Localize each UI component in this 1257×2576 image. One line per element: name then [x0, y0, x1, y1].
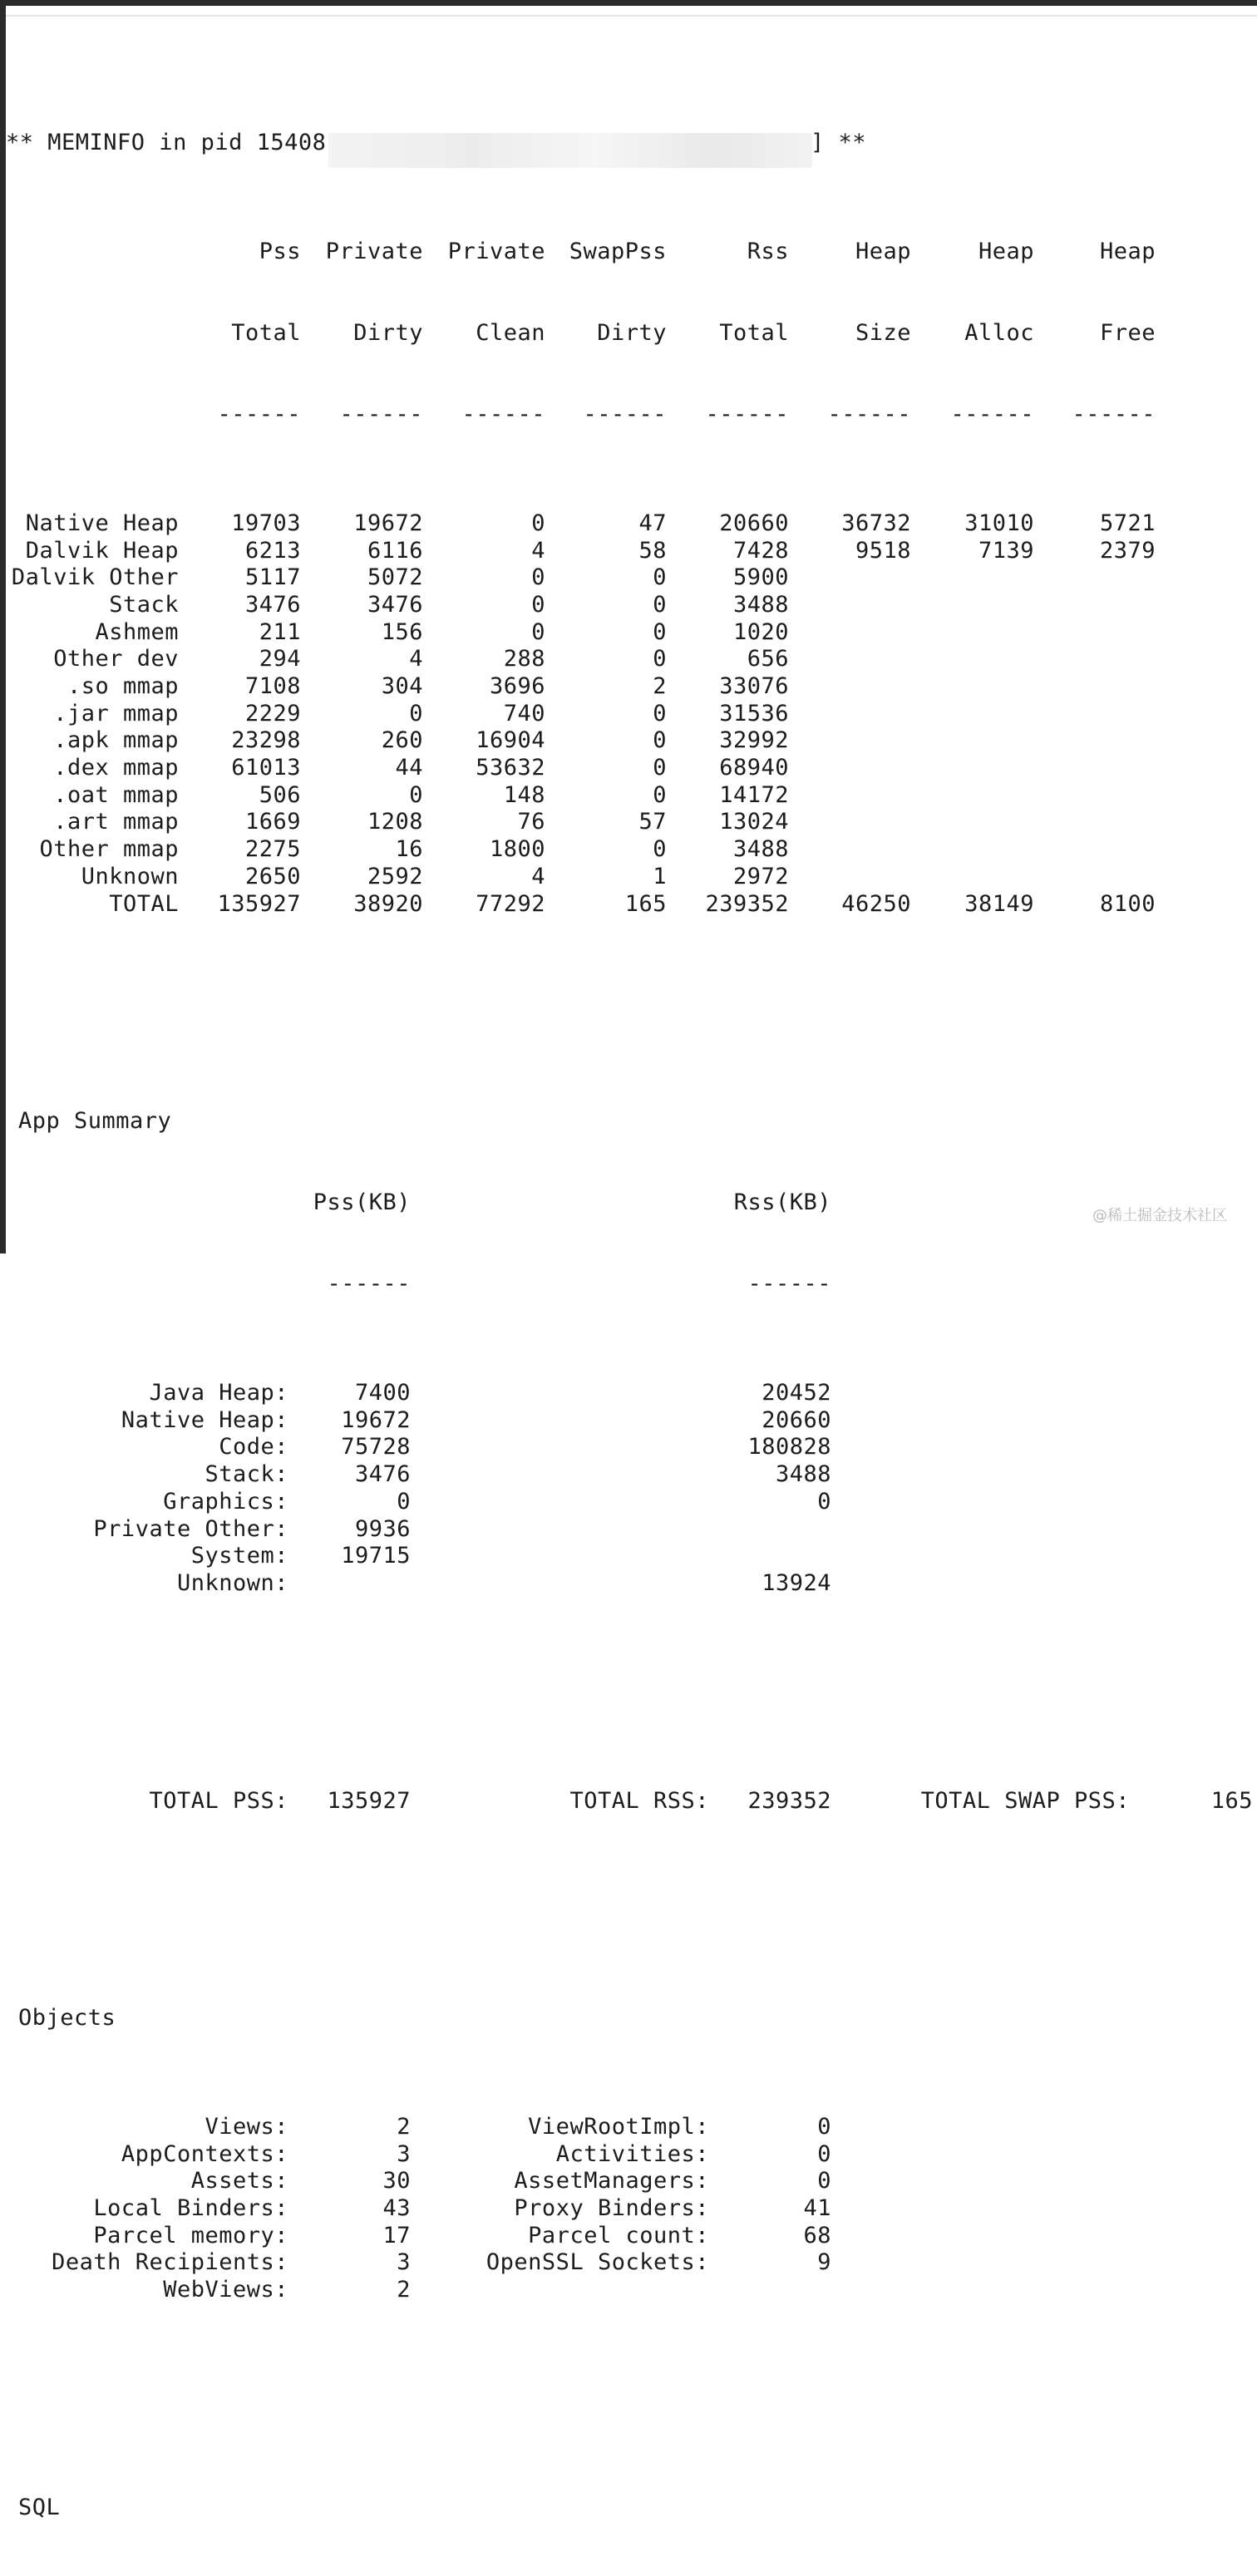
meminfo-cell: 260 — [381, 727, 423, 754]
meminfo-cell: 2650 — [244, 863, 301, 889]
column-divider: ------ — [705, 401, 789, 428]
object-count: 30 — [382, 2168, 411, 2194]
meminfo-cell: 19703 — [231, 510, 301, 536]
meminfo-cell: 2229 — [244, 700, 301, 727]
meminfo-row — [6, 619, 1257, 647]
app-summary-row — [6, 1570, 1257, 1598]
column-header: Alloc — [964, 320, 1034, 346]
meminfo-cell: 58 — [638, 537, 667, 564]
app-summary-rss: 20660 — [762, 1406, 831, 1433]
objects-heading-line — [6, 2005, 1257, 2032]
objects-title: Objects — [18, 2005, 116, 2032]
object-label: Assets: — [190, 2168, 288, 2194]
objects-row — [6, 2195, 1257, 2223]
object-label: AssetManagers: — [514, 2168, 709, 2194]
meminfo-row — [6, 646, 1257, 673]
column-header: Free — [1099, 320, 1156, 346]
header-divider — [6, 15, 1257, 17]
app-summary-row — [6, 1434, 1257, 1461]
column-header: Dirty — [353, 320, 423, 346]
meminfo-cell: 288 — [503, 646, 545, 672]
meminfo-cell: 23298 — [231, 727, 301, 754]
meminfo-cell: 3476 — [244, 591, 301, 618]
meminfo-cell: 68940 — [719, 755, 789, 781]
total-pss-value: 135927 — [327, 1787, 411, 1814]
meminfo-row-label: Other dev — [53, 646, 179, 672]
column-header: Heap — [1099, 238, 1156, 264]
column-divider: ------ — [339, 401, 423, 428]
meminfo-row — [6, 891, 1257, 919]
meminfo-cell: 1800 — [489, 836, 545, 863]
meminfo-row-label: .jar mmap — [53, 700, 179, 727]
meminfo-cell: 9518 — [855, 537, 911, 564]
object-label: Parcel memory: — [93, 2222, 288, 2248]
app-summary-pss: 19672 — [341, 1406, 411, 1433]
column-header: Rss — [747, 238, 789, 264]
meminfo-cell: 148 — [503, 781, 545, 808]
meminfo-cell: 16 — [395, 836, 423, 863]
window-top-border — [0, 0, 1257, 6]
column-header: Dirty — [597, 320, 667, 346]
meminfo-cell: 1669 — [244, 809, 301, 835]
object-label: ViewRootImpl: — [528, 2113, 709, 2140]
meminfo-cell: 165 — [624, 890, 667, 917]
pss-kb-header: Pss(KB) — [313, 1189, 411, 1216]
column-header-dividers — [6, 401, 1257, 429]
meminfo-cell: 1 — [653, 863, 667, 889]
meminfo-cell: 0 — [409, 700, 423, 727]
meminfo-row — [6, 673, 1257, 701]
meminfo-cell: 3696 — [489, 673, 545, 700]
meminfo-cell: 0 — [531, 564, 545, 591]
meminfo-cell: 0 — [653, 700, 667, 727]
object-label: AppContexts: — [121, 2140, 288, 2167]
total-swap-pss-label: TOTAL SWAP PSS: — [920, 1787, 1130, 1814]
object-count: 3 — [397, 2140, 411, 2167]
meminfo-row — [6, 538, 1257, 565]
meminfo-cell: 5721 — [1099, 510, 1156, 536]
meminfo-cell: 135927 — [217, 890, 301, 917]
object-label: WebViews: — [163, 2277, 288, 2303]
app-summary-row — [6, 1543, 1257, 1570]
meminfo-row — [6, 864, 1257, 891]
column-headers-top — [6, 239, 1257, 266]
meminfo-cell: 14172 — [719, 781, 789, 808]
app-summary-label: Graphics: — [163, 1488, 288, 1515]
meminfo-cell: 1208 — [367, 809, 423, 835]
meminfo-row — [6, 727, 1257, 755]
meminfo-cell: 46250 — [841, 890, 911, 917]
object-label: Activities: — [555, 2140, 709, 2167]
meminfo-row-label: Unknown — [81, 863, 179, 889]
meminfo-cell: 7108 — [244, 673, 301, 700]
meminfo-row-label: Dalvik Heap — [25, 537, 179, 564]
app-summary-dividers — [6, 1271, 1257, 1298]
column-header: Total — [719, 320, 789, 346]
column-header: Size — [855, 320, 911, 346]
meminfo-cell: 0 — [653, 618, 667, 645]
app-summary-label: Native Heap: — [121, 1406, 288, 1433]
window-left-border — [0, 0, 6, 1254]
objects-row — [6, 2249, 1257, 2277]
meminfo-cell: 19672 — [353, 510, 423, 536]
meminfo-cell: 156 — [381, 618, 423, 645]
meminfo-cell: 0 — [653, 836, 667, 863]
meminfo-cell: 2592 — [367, 863, 423, 889]
meminfo-cell: 0 — [531, 591, 545, 618]
meminfo-cell: 2379 — [1099, 537, 1156, 564]
meminfo-cell: 61013 — [231, 755, 301, 781]
meminfo-cell: 2275 — [244, 836, 301, 863]
meminfo-cell: 13024 — [719, 809, 789, 835]
meminfo-row-label: Stack — [109, 591, 179, 618]
meminfo-cell: 53632 — [476, 755, 545, 781]
objects-row — [6, 2277, 1257, 2304]
meminfo-row-label: .art mmap — [53, 809, 179, 835]
app-summary-rss: 180828 — [747, 1434, 831, 1460]
rss-kb-header: Rss(KB) — [733, 1189, 831, 1216]
meminfo-cell: 4 — [531, 863, 545, 889]
object-count: 0 — [817, 2168, 831, 2194]
meminfo-cell: 4 — [531, 537, 545, 564]
app-summary-pss: 0 — [397, 1488, 411, 1515]
meminfo-cell: 8100 — [1099, 890, 1156, 917]
app-summary-title: App Summary — [18, 1108, 172, 1135]
meminfo-header-line — [6, 130, 1257, 157]
object-count: 2 — [397, 2113, 411, 2140]
meminfo-cell: 3488 — [732, 591, 789, 618]
meminfo-cell: 294 — [259, 646, 301, 672]
meminfo-cell: 38920 — [353, 890, 423, 917]
meminfo-row — [6, 592, 1257, 619]
app-summary-label: Java Heap: — [149, 1380, 288, 1406]
meminfo-cell: 0 — [531, 618, 545, 645]
meminfo-row-label: Ashmem — [95, 618, 179, 645]
meminfo-cell: 4 — [409, 646, 423, 672]
app-summary-label: Unknown: — [176, 1569, 288, 1596]
meminfo-cell: 0 — [653, 781, 667, 808]
watermark: @稀土掘金技术社区 — [1092, 1207, 1227, 1224]
meminfo-cell: 38149 — [964, 890, 1034, 917]
meminfo-cell: 3476 — [367, 591, 423, 618]
app-summary-pss: 9936 — [354, 1515, 411, 1542]
total-rss-value: 239352 — [747, 1787, 831, 1814]
app-summary-table — [6, 1380, 1257, 1598]
meminfo-title-suffix: ] ** — [811, 130, 867, 156]
meminfo-row — [6, 510, 1257, 538]
meminfo-row — [6, 836, 1257, 864]
object-count: 17 — [382, 2222, 411, 2248]
app-summary-row — [6, 1461, 1257, 1489]
column-header: Total — [231, 320, 301, 346]
meminfo-cell: 33076 — [719, 673, 789, 700]
object-count: 68 — [803, 2222, 831, 2248]
meminfo-cell: 16904 — [476, 727, 545, 754]
app-summary-row — [6, 1380, 1257, 1407]
meminfo-cell: 0 — [409, 781, 423, 808]
column-header: Clean — [476, 320, 545, 346]
object-count: 2 — [397, 2277, 411, 2303]
total-rss-label: TOTAL RSS: — [569, 1787, 709, 1814]
meminfo-cell: 0 — [531, 510, 545, 536]
meminfo-cell: 47 — [638, 510, 667, 536]
column-header: Private — [325, 238, 423, 264]
meminfo-cell: 304 — [381, 673, 423, 700]
meminfo-row-label: .so mmap — [67, 673, 179, 700]
object-count: 9 — [817, 2249, 831, 2276]
meminfo-row — [6, 701, 1257, 728]
app-summary-label: Private Other: — [93, 1515, 288, 1542]
column-headers-bottom — [6, 320, 1257, 347]
rss-divider: ------ — [747, 1271, 831, 1298]
meminfo-cell: 44 — [395, 755, 423, 781]
object-count: 0 — [817, 2140, 831, 2167]
meminfo-row — [6, 782, 1257, 810]
total-pss-label: TOTAL PSS: — [149, 1787, 288, 1814]
object-label: Views: — [205, 2113, 288, 2140]
object-count: 41 — [803, 2194, 831, 2221]
meminfo-cell: 6116 — [367, 537, 423, 564]
meminfo-row-label: .dex mmap — [53, 755, 179, 781]
column-header: SwapPss — [569, 238, 667, 264]
column-divider: ------ — [217, 401, 301, 428]
meminfo-cell: 31536 — [719, 700, 789, 727]
app-summary-row — [6, 1489, 1257, 1516]
column-header: Heap — [978, 238, 1034, 264]
app-summary-pss: 3476 — [354, 1461, 411, 1488]
meminfo-cell: 6213 — [244, 537, 301, 564]
meminfo-cell: 5072 — [367, 564, 423, 591]
column-divider: ------ — [1072, 401, 1156, 428]
objects-table — [6, 2114, 1257, 2304]
app-summary-rss: 0 — [817, 1488, 831, 1515]
object-count: 43 — [382, 2194, 411, 2221]
sql-heading-line — [6, 2495, 1257, 2522]
meminfo-cell: 211 — [259, 618, 301, 645]
app-summary-rss: 13924 — [762, 1569, 831, 1596]
redacted-package-name — [328, 133, 812, 168]
meminfo-cell: 7139 — [978, 537, 1034, 564]
meminfo-cell: 0 — [653, 727, 667, 754]
object-label: Parcel count: — [528, 2222, 709, 2248]
object-count: 0 — [817, 2113, 831, 2140]
column-divider: ------ — [950, 401, 1034, 428]
column-divider: ------ — [583, 401, 667, 428]
meminfo-title: ** MEMINFO in pid 15408 — [6, 130, 327, 156]
objects-row — [6, 2223, 1257, 2250]
meminfo-cell: 0 — [653, 591, 667, 618]
blank-line — [6, 1679, 1257, 1707]
app-summary-label: Stack: — [205, 1461, 288, 1488]
meminfo-cell: 5117 — [244, 564, 301, 591]
column-header: Heap — [855, 238, 911, 264]
app-summary-pss: 19715 — [341, 1543, 411, 1569]
objects-row — [6, 2141, 1257, 2169]
meminfo-table — [6, 510, 1257, 918]
meminfo-cell: 31010 — [964, 510, 1034, 536]
object-label: Death Recipients: — [52, 2249, 288, 2276]
total-swap-pss-value: 165 — [1210, 1787, 1253, 1814]
object-count: 3 — [397, 2249, 411, 2276]
app-summary-rss: 3488 — [775, 1461, 831, 1488]
app-summary-column-headers — [6, 1189, 1257, 1217]
meminfo-row-label: .apk mmap — [53, 727, 179, 754]
meminfo-row — [6, 564, 1257, 592]
meminfo-cell: 2 — [653, 673, 667, 700]
meminfo-cell: 0 — [653, 646, 667, 672]
meminfo-cell: 20660 — [719, 510, 789, 536]
pss-divider: ------ — [327, 1271, 411, 1298]
meminfo-cell: 5900 — [732, 564, 789, 591]
meminfo-cell: 36732 — [841, 510, 911, 536]
meminfo-cell: 1020 — [732, 618, 789, 645]
meminfo-cell: 57 — [638, 809, 667, 835]
blank-line — [6, 999, 1257, 1027]
sql-title: SQL — [18, 2494, 61, 2520]
meminfo-row-label: TOTAL — [109, 890, 179, 917]
terminal-output[interactable] — [6, 48, 1257, 2520]
meminfo-cell: 0 — [653, 564, 667, 591]
column-divider: ------ — [827, 401, 911, 428]
app-summary-label: Code: — [219, 1434, 288, 1460]
app-summary-label: System: — [190, 1543, 288, 1569]
column-header: Pss — [259, 238, 301, 264]
meminfo-row — [6, 755, 1257, 782]
objects-row — [6, 2114, 1257, 2141]
meminfo-row — [6, 809, 1257, 836]
app-summary-rss: 20452 — [762, 1380, 831, 1406]
meminfo-cell: 656 — [747, 646, 789, 672]
meminfo-cell: 76 — [517, 809, 545, 835]
meminfo-cell: 32992 — [719, 727, 789, 754]
meminfo-row-label: Dalvik Other — [11, 564, 179, 591]
meminfo-row-label: Native Heap — [25, 510, 179, 536]
meminfo-cell: 0 — [653, 755, 667, 781]
blank-line — [6, 2386, 1257, 2413]
meminfo-cell: 239352 — [705, 890, 789, 917]
meminfo-row-label: .oat mmap — [53, 781, 179, 808]
app-summary-row — [6, 1516, 1257, 1544]
objects-row — [6, 2168, 1257, 2195]
object-label: Local Binders: — [93, 2194, 288, 2221]
app-summary-heading-line — [6, 1108, 1257, 1135]
meminfo-cell: 7428 — [732, 537, 789, 564]
meminfo-cell: 3488 — [732, 836, 789, 863]
app-summary-pss: 7400 — [354, 1380, 411, 1406]
meminfo-cell: 740 — [503, 700, 545, 727]
meminfo-cell: 2972 — [732, 863, 789, 889]
column-divider: ------ — [461, 401, 545, 428]
app-summary-pss: 75728 — [341, 1434, 411, 1460]
blank-line — [6, 1896, 1257, 1923]
object-label: OpenSSL Sockets: — [486, 2249, 709, 2276]
app-summary-row — [6, 1407, 1257, 1435]
meminfo-cell: 77292 — [476, 890, 545, 917]
column-header: Private — [447, 238, 545, 264]
totals-line — [6, 1788, 1257, 1815]
meminfo-cell: 506 — [259, 781, 301, 808]
object-label: Proxy Binders: — [514, 2194, 709, 2221]
meminfo-row-label: Other mmap — [39, 836, 179, 863]
